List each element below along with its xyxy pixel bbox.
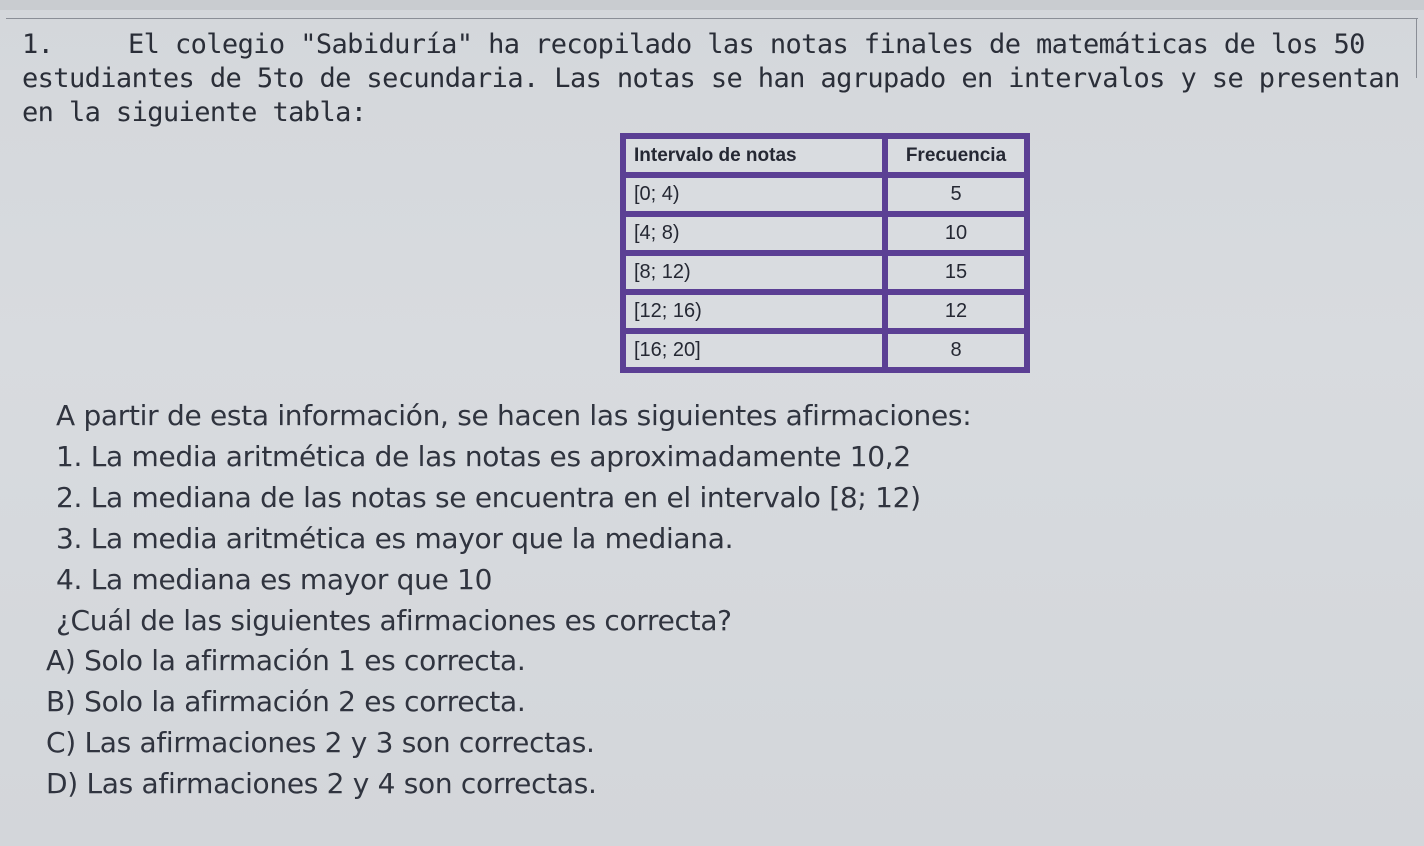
answer-options [46,640,1386,804]
statements-block [56,395,1396,641]
frequency-cell: 15 [886,254,1026,291]
statements-intro: A partir de esta información, se hacen las siguientes afirmaciones: [56,399,972,432]
interval-cell: [16; 20] [624,332,884,369]
problem-line-1 [22,28,1402,62]
table-row [624,254,1026,291]
interval-cell: [4; 8) [624,215,884,252]
frequency-cell: 10 [886,215,1026,252]
table-row [624,215,1026,252]
interval-cell: [8; 12) [624,254,884,291]
option-d: D) Las afirmaciones 2 y 4 son correctas. [46,767,597,800]
header-interval: Intervalo de notas [624,137,884,174]
top-border-line [6,18,1418,19]
table-header-row [624,137,1026,174]
option-a: A) Solo la afirmación 1 es correcta. [46,644,526,677]
right-border-line [1416,18,1417,78]
interval-cell: [0; 4) [624,176,884,213]
frequency-cell: 5 [886,176,1026,213]
table-row [624,332,1026,369]
table-row [624,293,1026,330]
header-frequency: Frecuencia [886,137,1026,174]
option-c: C) Las afirmaciones 2 y 3 son correctas. [46,726,595,759]
statement-2: 2. La mediana de las notas se encuentra en el intervalo [8; 12) [56,481,921,514]
problem-number: 1. [22,29,54,60]
frequency-cell: 12 [886,293,1026,330]
frequency-cell: 8 [886,332,1026,369]
question-text: ¿Cuál de las siguientes afirmaciones es correcta? [56,604,732,637]
option-b: B) Solo la afirmación 2 es correcta. [46,685,526,718]
problem-line-2: estudiantes de 5to de secundaria. Las notas se han agrupado en intervalos y se presentan [22,63,1400,94]
statement-4: 4. La mediana es mayor que 10 [56,563,493,596]
statement-1: 1. La media aritmética de las notas es aproximadamente 10,2 [56,440,911,473]
interval-cell: [12; 16) [624,293,884,330]
problem-statement [22,28,1402,130]
problem-text-1: El colegio "Sabiduría" ha recopilado las notas finales de matemáticas de los 50 [128,29,1365,60]
frequency-table [620,133,1030,373]
table-row [624,176,1026,213]
statement-3: 3. La media aritmética es mayor que la mediana. [56,522,734,555]
problem-line-3: en la siguiente tabla: [22,97,367,128]
